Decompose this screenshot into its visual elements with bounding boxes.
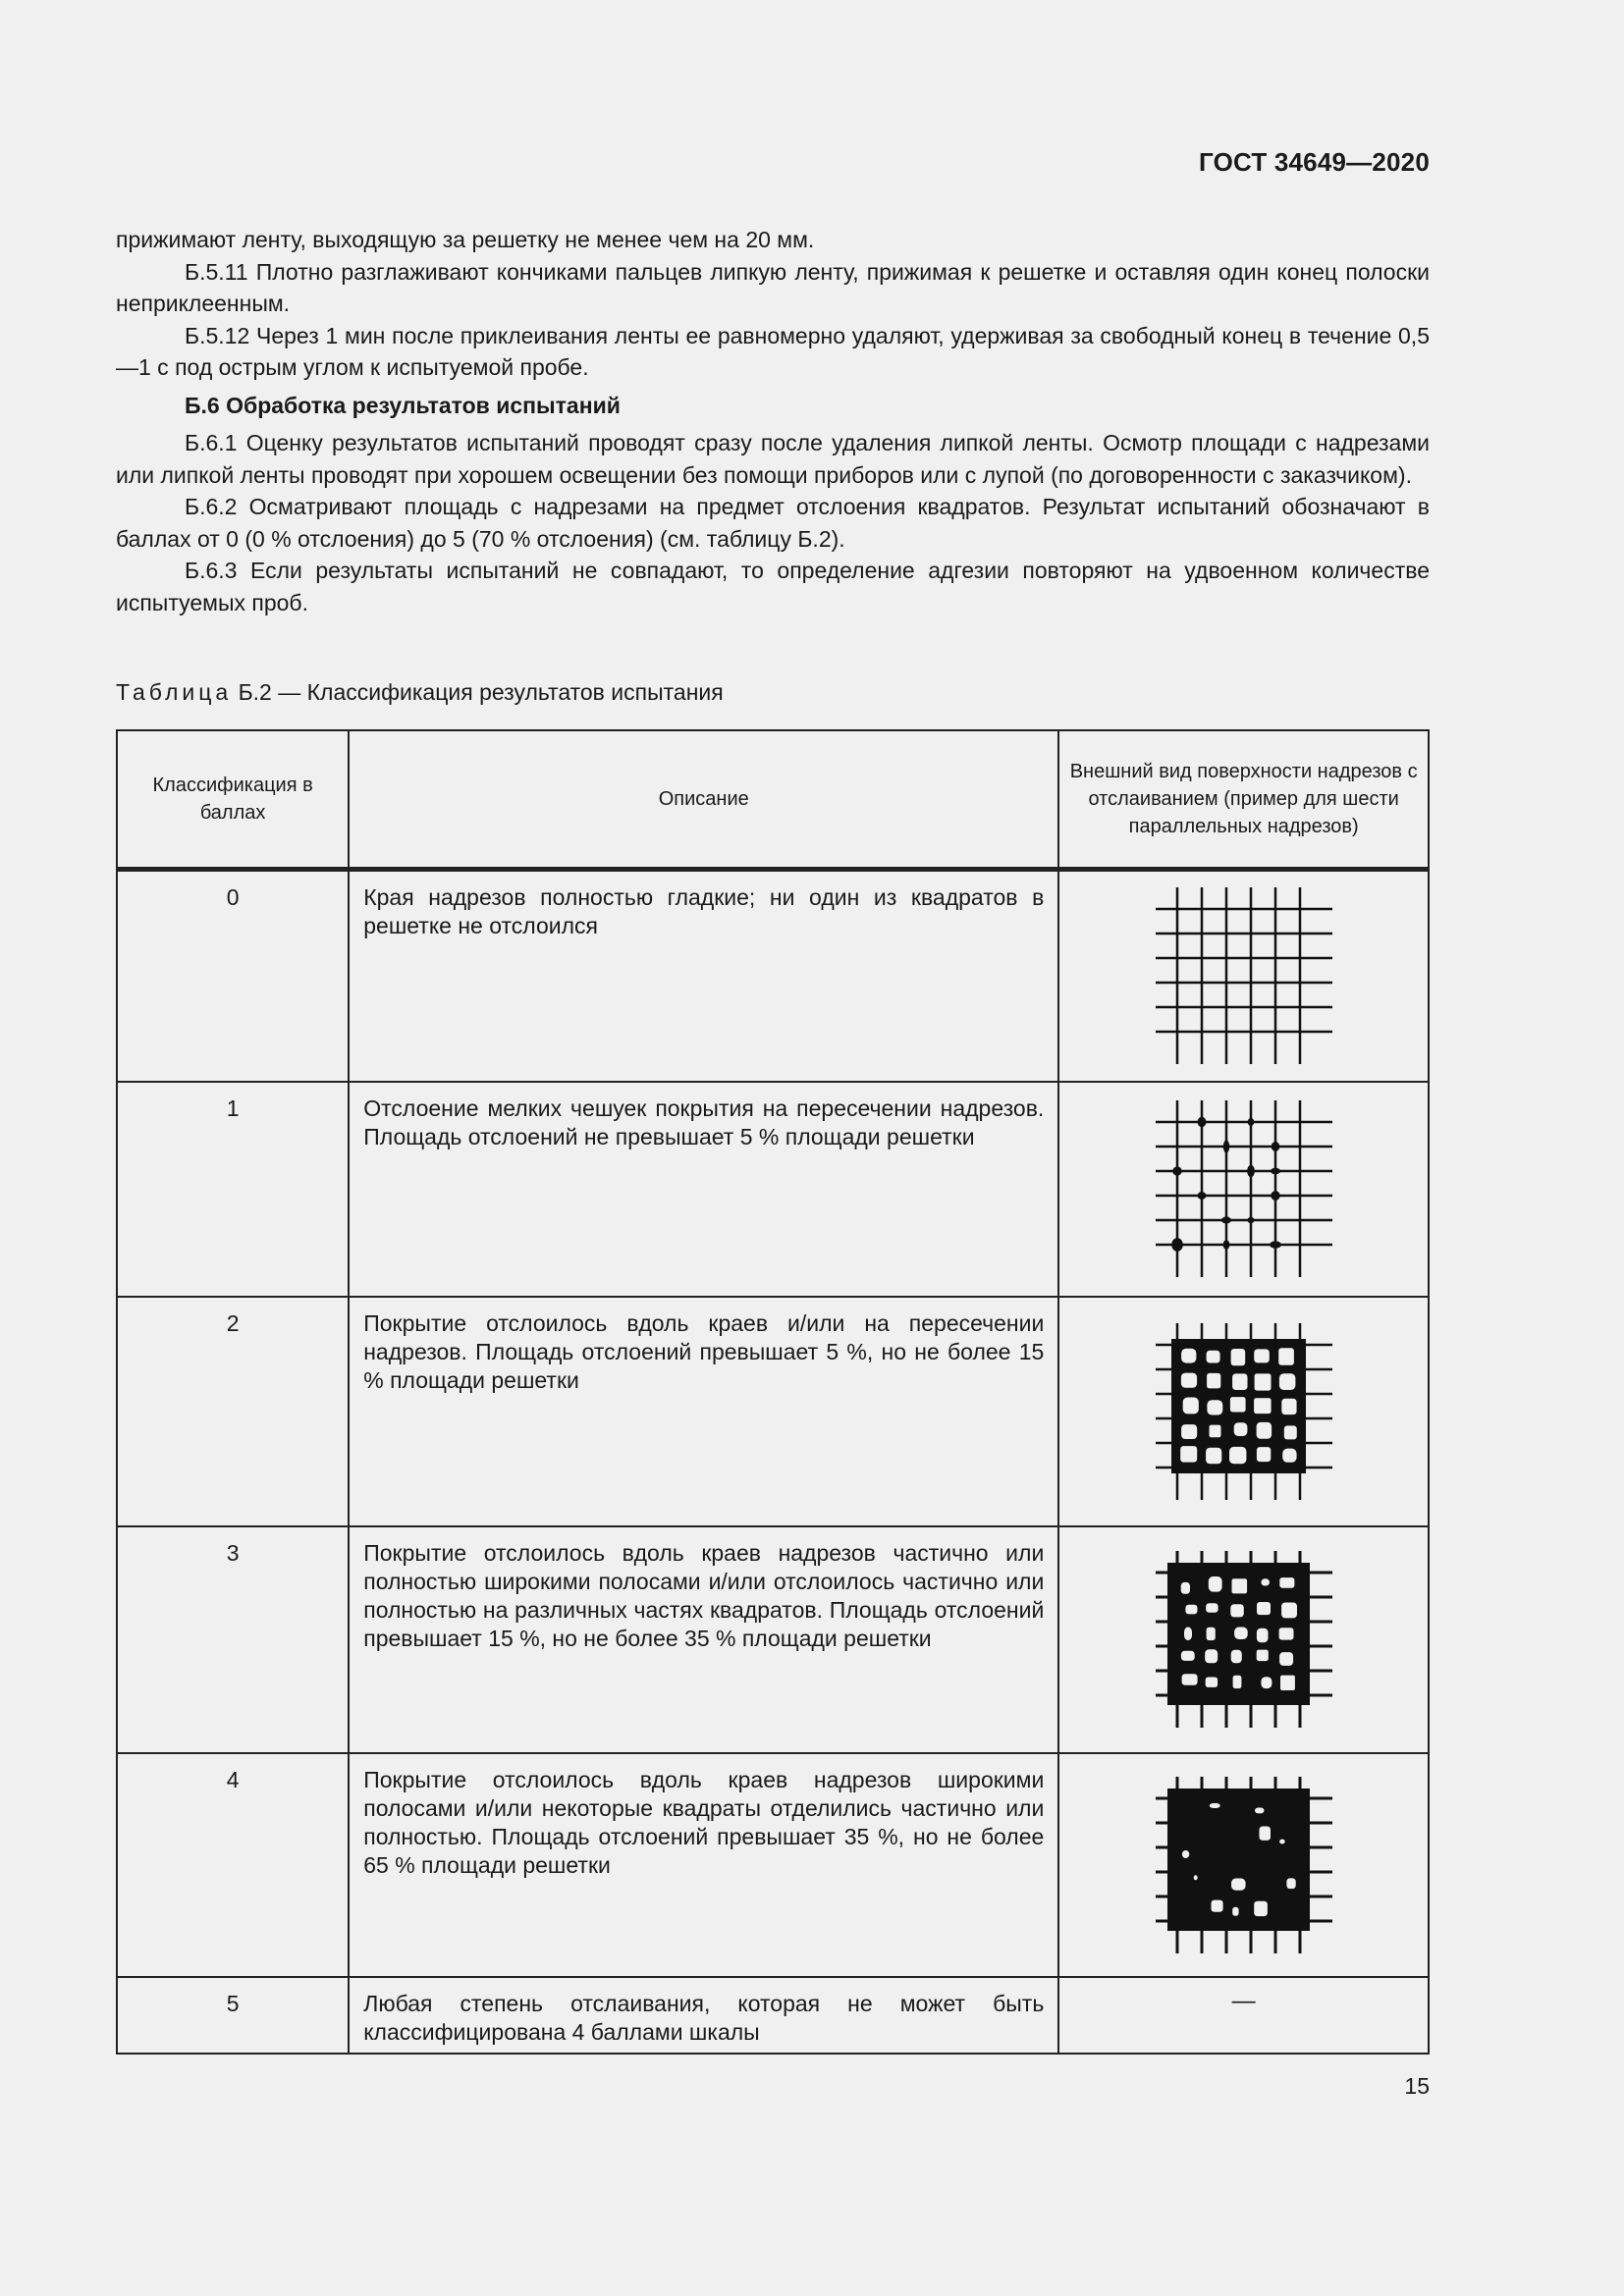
header-appearance: Внешний вид поверхности надрезов с отслаиванием (пример для шести параллельных надрезов): [1058, 730, 1429, 870]
row-score: 2: [117, 1297, 349, 1526]
table-header-row: [117, 730, 1429, 870]
paragraph: прижимают ленту, выходящую за решетку не менее чем на 20 мм.: [116, 227, 815, 252]
paragraph-b6-1: Б.6.1 Оценку результатов испытаний проводят сразу после удаления липкой ленты. Осмотр площади с надрезами или липкой ленты проводят при хорошем освещении без помощи приборов или с лупой (по договоренности с заказчиком).: [116, 430, 1430, 488]
row-score: 5: [117, 1977, 349, 2054]
header-description: Описание: [349, 730, 1058, 870]
table-row: [117, 1526, 1429, 1753]
row-appearance-text: [1058, 1977, 1429, 2054]
page-number: 15: [1404, 2073, 1430, 2099]
document-standard-number: ГОСТ 34649—2020: [1199, 147, 1430, 177]
paragraph-b6-3: Б.6.3 Если результаты испытаний не совпадают, то определение адгезии повторяют на удвоенном количестве испытуемых проб.: [116, 558, 1430, 615]
row-description: Покрытие отслоилось вдоль краев надрезов широкими полосами и/или некоторые квадраты отделились частично или полностью. Площадь отслоений превышает 35 %, но не более 65 % площади решетки: [349, 1753, 1058, 1977]
grid-pattern-4-image: [1058, 1753, 1429, 1977]
table-row: [117, 1753, 1429, 1977]
grid-pattern-0-image: [1058, 870, 1429, 1082]
table-caption-title: Б.2 — Классификация результатов испытания: [238, 679, 724, 705]
row-description: Любая степень отслаивания, которая не может быть классифицирована 4 баллами шкалы: [349, 1977, 1058, 2054]
paragraph-b5-12: Б.5.12 Через 1 мин после приклеивания ленты ее равномерно удаляют, удерживая за свободный конец в течение 0,5—1 с под острым углом к испытуемой пробе.: [116, 322, 1430, 380]
row-score: 1: [117, 1082, 349, 1297]
section-heading-b6: Б.6 Обработка результатов испытаний: [185, 392, 621, 418]
row-description: Покрытие отслоилось вдоль краев надрезов частично или полностью широкими полосами и/или отслоилось частично или полностью на различных частях квадратов. Площадь отслоений превышает 15 %, но не более 35 % площади решетки: [349, 1526, 1058, 1753]
row-description: Отслоение мелких чешуек покрытия на пересечении надрезов. Площадь отслоений не превышает 5 % площади решетки: [349, 1082, 1058, 1297]
row-score: 4: [117, 1753, 349, 1977]
classification-table: [116, 729, 1430, 2055]
paragraph-b6-2: Б.6.2 Осматривают площадь с надрезами на предмет отслоения квадратов. Результат испытаний обозначают в баллах от 0 (0 % отслоения) до 5 (70 % отслоения) (см. таблицу Б.2).: [116, 494, 1430, 552]
table-row: [117, 1977, 1429, 2054]
header-score: Классификация в баллах: [117, 730, 349, 870]
table-row: [117, 1297, 1429, 1526]
dash-mark: —: [1231, 1987, 1256, 2014]
row-description: Покрытие отслоилось вдоль краев и/или на пересечении надрезов. Площадь отслоений превышает 5 %, но не более 15 % площади решетки: [349, 1297, 1058, 1526]
grid-pattern-3-image: [1058, 1526, 1429, 1753]
row-description: Края надрезов полностью гладкие; ни один из квадратов в решетке не отслоился: [349, 870, 1058, 1082]
table-caption-word: Таблица: [116, 679, 233, 705]
body-text: [116, 224, 1430, 618]
table-row: [117, 870, 1429, 1082]
row-score: 0: [117, 870, 349, 1082]
row-score: 3: [117, 1526, 349, 1753]
table-caption: [116, 679, 724, 706]
paragraph-b5-11: Б.5.11 Плотно разглаживают кончиками пальцев липкую ленту, прижимая к решетке и оставляя один конец полоски неприклеенным.: [116, 258, 1430, 316]
grid-pattern-1-image: [1058, 1082, 1429, 1297]
grid-pattern-2-image: [1058, 1297, 1429, 1526]
table-row: [117, 1082, 1429, 1297]
